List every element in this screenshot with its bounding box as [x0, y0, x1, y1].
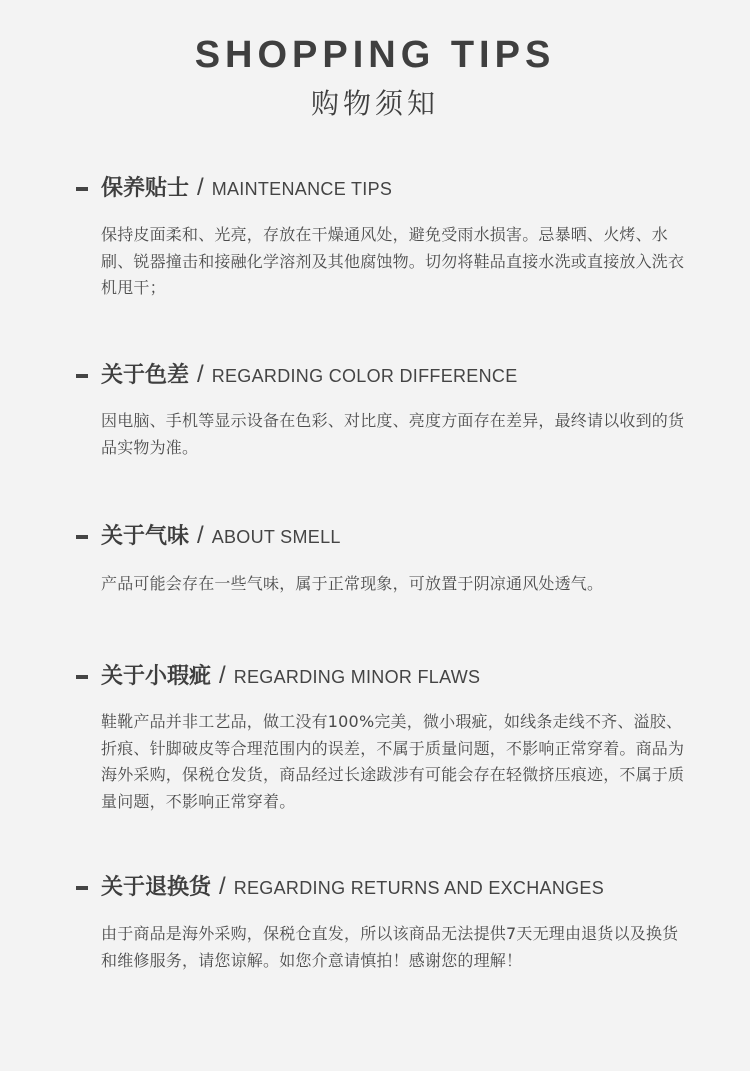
section-heading	[0, 171, 750, 205]
section-title-zh: 关于气味	[101, 524, 190, 549]
section-returns-exchanges	[0, 870, 750, 970]
section-minor-flaws	[0, 659, 750, 811]
section-title-en: ABOUT SMELL	[211, 527, 341, 547]
section-heading	[0, 358, 750, 392]
page-title-en: SHOPPING TIPS	[194, 34, 556, 76]
page-header	[0, 30, 750, 122]
slash-divider: /	[219, 873, 226, 900]
slash-divider: /	[197, 174, 204, 201]
section-title-zh: 关于小瑕疵	[101, 664, 212, 689]
section-title-en: REGARDING RETURNS AND EXCHANGES	[233, 878, 605, 898]
section-color-difference	[0, 358, 750, 457]
slash-divider: /	[219, 662, 226, 689]
section-about-smell	[0, 519, 750, 593]
section-body: 由于商品是海外采购，保税仓直发，所以该商品无法提供7天无理由退货以及换货和维修服务，请您谅解。如您介意请慎拍！感谢您的理解！	[101, 924, 679, 970]
section-title-zh: 关于色差	[101, 363, 190, 388]
dash-bullet-icon	[76, 535, 88, 539]
section-heading	[0, 870, 750, 904]
section-title-en: REGARDING COLOR DIFFERENCE	[211, 366, 518, 386]
section-title-zh: 保养贴士	[101, 176, 190, 201]
section-body: 产品可能会存在一些气味，属于正常现象，可放置于阴凉通风处透气。	[101, 574, 604, 593]
section-title-en: MAINTENANCE TIPS	[211, 179, 393, 199]
dash-bullet-icon	[76, 886, 88, 890]
section-heading	[0, 659, 750, 693]
section-heading	[0, 519, 750, 553]
slash-divider: /	[197, 522, 204, 549]
section-body: 因电脑、手机等显示设备在色彩、对比度、亮度方面存在差异，最终请以收到的货品实物为准。	[101, 411, 685, 457]
section-title-en: REGARDING MINOR FLAWS	[233, 667, 481, 687]
page-title-zh: 购物须知	[310, 87, 439, 120]
dash-bullet-icon	[76, 187, 88, 191]
section-body: 保持皮面柔和、光亮，存放在干燥通风处，避免受雨水损害。忌暴晒、火烤、水刷、锐器撞击和接融化学溶剂及其他腐蚀物。切勿将鞋品直接水洗或直接放入洗衣机甩干；	[101, 225, 685, 297]
section-maintenance-tips	[0, 171, 750, 297]
section-title-zh: 关于退换货	[101, 875, 212, 900]
slash-divider: /	[197, 361, 204, 388]
dash-bullet-icon	[76, 675, 88, 679]
section-body: 鞋靴产品并非工艺品，做工没有100%完美，微小瑕疵，如线条走线不齐、溢胶、折痕、针脚破皮等合理范围内的误差，不属于质量问题，不影响正常穿着。商品为海外采购，保税仓发货，商品经过长途跋涉有可能会存在轻微挤压痕迹，不属于质量问题，不影响正常穿着。	[101, 712, 685, 811]
dash-bullet-icon	[76, 374, 88, 378]
